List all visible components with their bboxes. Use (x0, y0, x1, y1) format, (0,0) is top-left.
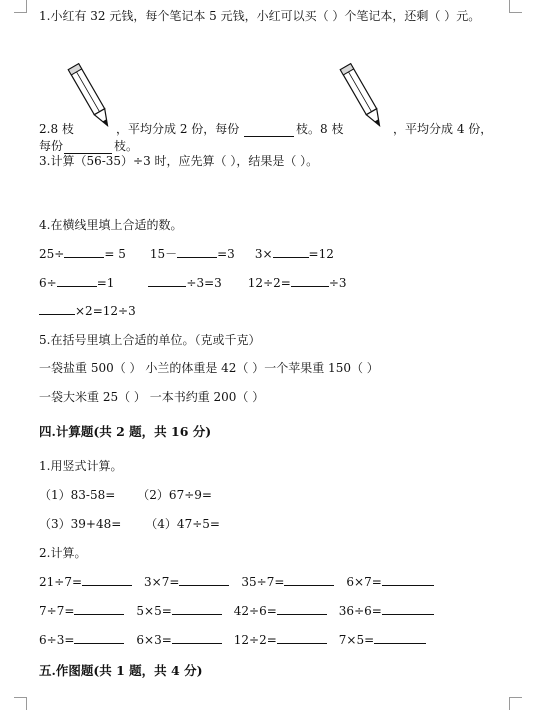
q2-part-a: 2.8 枝 (39, 122, 74, 136)
page-corner-mark (509, 697, 522, 710)
question-4-row-2 (39, 275, 347, 291)
calc-row-3 (39, 632, 426, 648)
answer-blank[interactable] (277, 633, 327, 644)
vertical-calc-row-2 (39, 516, 220, 532)
answer-blank[interactable] (39, 304, 75, 315)
answer-blank[interactable] (284, 575, 334, 586)
pencil-icon (338, 58, 388, 136)
answer-blank[interactable] (374, 633, 426, 644)
equation-text: ×2=12÷3 (75, 304, 136, 318)
calc-item: （4）47÷5= (145, 517, 220, 531)
q2-part-b: ，平均分成 2 份，每份 (116, 122, 240, 136)
equation-text: 15－ (149, 247, 178, 261)
calc-item: 21÷7= (39, 575, 83, 589)
equation-text: =1 (96, 276, 115, 290)
calc-item: 5×5= (136, 604, 172, 618)
answer-blank[interactable] (382, 575, 434, 586)
answer-blank[interactable] (82, 575, 132, 586)
calc-item: 6×7= (346, 575, 382, 589)
equation-text: 6÷ (39, 276, 57, 290)
answer-blank[interactable] (172, 633, 222, 644)
calc-row-1 (39, 574, 434, 590)
calc-item: （1）83-58= (39, 488, 116, 502)
answer-blank[interactable] (177, 247, 217, 258)
answer-blank[interactable] (277, 604, 327, 615)
equation-text: =3 (217, 247, 235, 261)
answer-blank[interactable] (148, 276, 186, 287)
equation-text: ÷3 (328, 276, 347, 290)
equation-text: 25÷ (39, 247, 65, 261)
section-4-q1-title: 1.用竖式计算。 (39, 459, 123, 473)
question-4-row-3 (39, 303, 136, 319)
question-3: 3.计算（56-35）÷3 时，应先算（ ），结果是（ ）。 (39, 154, 319, 168)
calc-item: 3×7= (144, 575, 180, 589)
calc-item: 36÷6= (338, 604, 382, 618)
calc-item: （2）67÷9= (137, 488, 212, 502)
answer-blank[interactable] (291, 276, 329, 287)
answer-blank[interactable] (57, 276, 97, 287)
equation-text: 12÷2= (247, 276, 291, 290)
section-heading: 五.作图题(共 1 题，共 4 分) (39, 663, 203, 678)
calc-item: 6×3= (136, 633, 172, 647)
question-5-row-1: 一袋盐重 500（ ） 小兰的体重是 42（ ）一个苹果重 150（ ） (39, 361, 379, 375)
answer-blank[interactable] (244, 126, 294, 137)
section-heading: 四.计算题(共 2 题，共 16 分) (39, 424, 212, 439)
equation-text: =12 (308, 247, 334, 261)
calc-item: 7÷7= (39, 604, 75, 618)
answer-blank[interactable] (64, 247, 104, 258)
calc-item: 7×5= (338, 633, 375, 647)
answer-blank[interactable] (74, 633, 124, 644)
answer-blank[interactable] (382, 604, 434, 615)
q2-part-d: ，平均分成 4 份， (393, 122, 493, 136)
equation-text: = 5 (104, 247, 126, 261)
calc-item: 6÷3= (39, 633, 75, 647)
section-4-q2-title: 2.计算。 (39, 546, 87, 560)
page-corner-mark (509, 0, 522, 13)
calc-item: （3）39+48= (39, 517, 122, 531)
calc-row-2 (39, 603, 434, 619)
question-5-title: 5.在括号里填上合适的单位。（克或千克） (39, 333, 261, 347)
question-4-title: 4.在横线里填上合适的数。 (39, 218, 183, 232)
calc-item: 35÷7= (241, 575, 285, 589)
answer-blank[interactable] (273, 247, 309, 258)
page-corner-mark (14, 0, 27, 13)
q2-part-c: 枝。8 枝 (296, 122, 344, 136)
equation-text: 3× (254, 247, 273, 261)
calc-item: 12÷2= (233, 633, 277, 647)
answer-blank[interactable] (172, 604, 222, 615)
page-corner-mark (14, 697, 27, 710)
calc-item: 42÷6= (233, 604, 277, 618)
question-4-row-1 (39, 246, 334, 262)
q2-part-e: 每份 (39, 139, 64, 153)
equation-text: ÷3=3 (186, 276, 222, 290)
q2-part-f: 枝。 (114, 139, 139, 153)
question-5-row-2: 一袋大米重 25（ ） 一本书约重 200（ ） (39, 390, 265, 404)
answer-blank[interactable] (74, 604, 124, 615)
question-1: 1.小红有 32 元钱，每个笔记本 5 元钱，小红可以买（ ）个笔记本，还剩（ ）元。 (39, 9, 481, 23)
answer-blank[interactable] (179, 575, 229, 586)
vertical-calc-row-1 (39, 487, 212, 503)
